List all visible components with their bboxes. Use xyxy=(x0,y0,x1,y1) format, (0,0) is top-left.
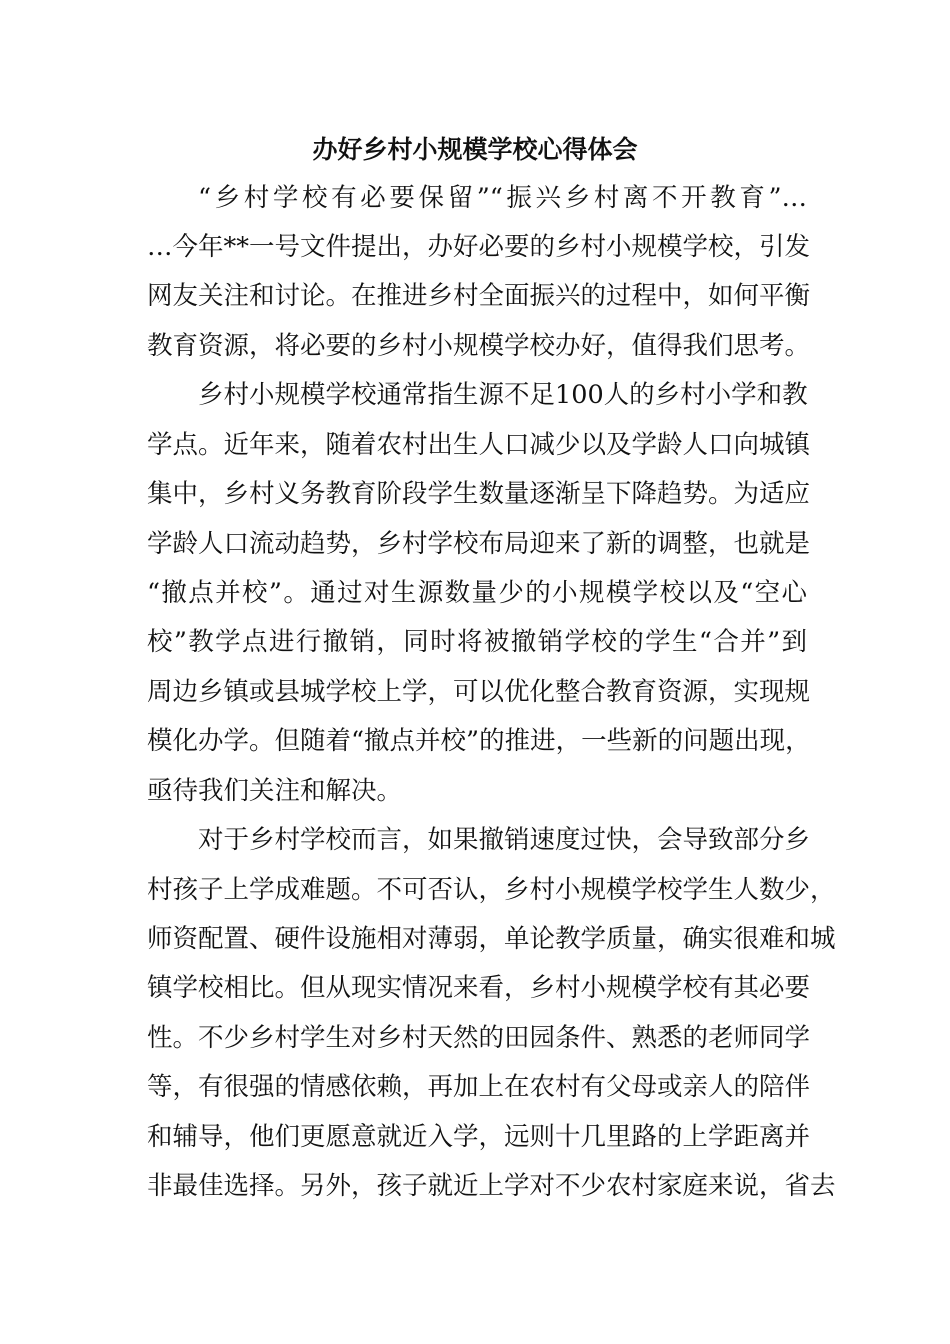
paragraph-2-line-3: 集中，乡村义务教育阶段学生数量逐渐呈下降趋势。为适应 xyxy=(147,479,811,509)
paragraph-2-line-5: “撤点并校”。通过对生源数量少的小规模学校以及“空心 xyxy=(147,578,807,608)
paragraph-3-line-5: 性。不少乡村学生对乡村天然的田园条件、熟悉的老师同学 xyxy=(147,1023,811,1053)
paragraph-3-line-4: 镇学校相比。但从现实情况来看，乡村小规模学校有其必要 xyxy=(147,973,811,1003)
paragraph-3-line-8: 非最佳选择。另外，孩子就近上学对不少农村家庭来说，省去 xyxy=(147,1171,836,1201)
paragraph-3-line-3: 师资配置、硬件设施相对薄弱，单论教学质量，确实很难和城 xyxy=(147,924,836,954)
paragraph-2-line-1: 乡村小规模学校通常指生源不足100人的乡村小学和教 xyxy=(198,380,808,410)
paragraph-2-line-4: 学龄人口流动趋势，乡村学校布局迎来了新的调整，也就是 xyxy=(147,529,811,559)
paragraph-1-line-4: 教育资源，将必要的乡村小规模学校办好，值得我们思考。 xyxy=(147,331,811,361)
paragraph-3-line-2: 村孩子上学成难题。不可否认，乡村小规模学校学生人数少， xyxy=(147,875,836,905)
paragraph-2-line-2: 学点。近年来，随着农村出生人口减少以及学龄人口向城镇 xyxy=(147,430,811,460)
paragraph-1-line-3: 网友关注和讨论。在推进乡村全面振兴的过程中，如何平衡 xyxy=(147,281,811,311)
paragraph-3-line-6: 等，有很强的情感依赖，再加上在农村有父母或亲人的陪伴 xyxy=(147,1072,811,1102)
paragraph-1-line-1: “乡村学校有必要保留”“振兴乡村离不开教育”… xyxy=(198,183,807,213)
paragraph-1-line-2: …今年**一号文件提出，办好必要的乡村小规模学校，引发 xyxy=(147,232,811,262)
paragraph-2-line-7: 周边乡镇或县城学校上学，可以优化整合教育资源，实现规 xyxy=(147,677,811,707)
document-title: 办好乡村小规模学校心得体会 xyxy=(312,135,638,164)
paragraph-2-line-8: 模化办学。但随着“撤点并校”的推进，一些新的问题出现， xyxy=(147,726,811,756)
paragraph-2-line-6: 校”教学点进行撤销，同时将被撤销学校的学生“合并”到 xyxy=(147,627,807,657)
paragraph-2-line-9: 亟待我们关注和解决。 xyxy=(147,776,403,806)
paragraph-3-line-1: 对于乡村学校而言，如果撤销速度过快，会导致部分乡 xyxy=(198,825,811,855)
paragraph-3-line-7: 和辅导，他们更愿意就近入学，远则十几里路的上学距离并 xyxy=(147,1122,811,1152)
